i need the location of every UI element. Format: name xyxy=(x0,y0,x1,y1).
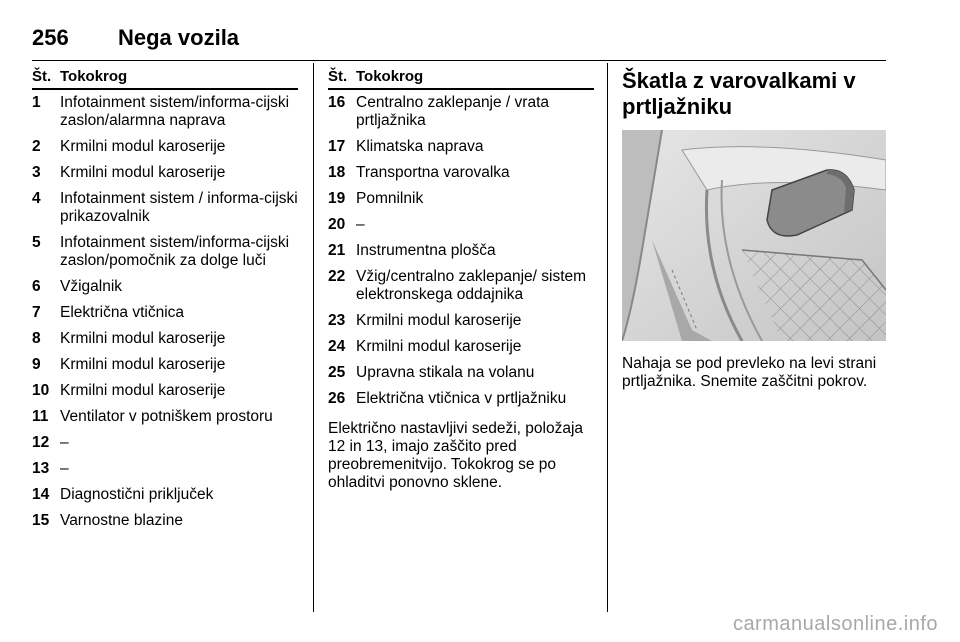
fuse-circuit: – xyxy=(60,460,69,477)
fuse-circuit: Krmilni modul karoserije xyxy=(60,382,226,399)
fuse-number: 15 xyxy=(32,512,50,529)
fuse-number: 6 xyxy=(32,278,41,295)
fuse-number: 25 xyxy=(328,364,346,381)
section-title: Škatla z varovalkami v prtljažniku xyxy=(622,68,856,119)
fuse-circuit: Vžig/centralno zaklepanje/ sistem elektronskega oddajnika xyxy=(356,268,587,303)
fuse-number: 4 xyxy=(32,190,41,207)
header-num: Št. xyxy=(32,68,52,85)
header-circuit: Tokokrog xyxy=(60,68,128,85)
fuse-number: 9 xyxy=(32,356,41,373)
fuse-row xyxy=(32,356,298,382)
fuse-circuit: Krmilni modul karoserije xyxy=(60,164,226,181)
fuse-circuit: Centralno zaklepanje / vrata prtljažnika xyxy=(356,94,550,129)
fuse-circuit: Krmilni modul karoserije xyxy=(60,356,226,373)
fuse-table-header xyxy=(32,66,298,90)
fuse-row xyxy=(328,268,594,312)
fuse-row xyxy=(328,364,594,390)
fuse-row xyxy=(328,390,594,416)
fuse-row xyxy=(328,312,594,338)
fuse-row xyxy=(32,512,298,538)
fuse-circuit: Električna vtičnica v prtljažniku xyxy=(356,390,567,407)
column-divider-2 xyxy=(607,63,608,612)
fuse-circuit: Krmilni modul karoserije xyxy=(356,338,522,355)
column-divider-1 xyxy=(313,63,314,612)
fuse-circuit: Klimatska naprava xyxy=(356,138,484,155)
column-middle xyxy=(328,66,594,492)
fuse-circuit: Vžigalnik xyxy=(60,278,123,295)
fuse-row xyxy=(32,164,298,190)
fuse-number: 23 xyxy=(328,312,346,329)
fuse-circuit: Infotainment sistem / informa-cijski prikazovalnik xyxy=(60,190,298,225)
fuse-row xyxy=(32,330,298,356)
fuse-circuit: Varnostne blazine xyxy=(60,512,183,529)
fuse-number: 20 xyxy=(328,216,346,233)
fuse-number: 8 xyxy=(32,330,41,347)
fuse-number: 21 xyxy=(328,242,346,259)
fuse-number: 1 xyxy=(32,94,41,111)
fuse-number: 26 xyxy=(328,390,346,407)
fuse-circuit: Električna vtičnica xyxy=(60,304,185,321)
fuse-number: 19 xyxy=(328,190,346,207)
fuse-row xyxy=(32,304,298,330)
fuse-number: 5 xyxy=(32,234,41,251)
fuse-row xyxy=(328,94,594,138)
fuse-number: 7 xyxy=(32,304,41,321)
fuse-circuit: Infotainment sistem/informa-cijski zaslon/alarmna naprava xyxy=(60,94,290,129)
fuse-circuit: Krmilni modul karoserije xyxy=(356,312,522,329)
fuse-row xyxy=(32,234,298,278)
fuse-row xyxy=(328,164,594,190)
header-num: Št. xyxy=(328,68,348,85)
fuse-table-left xyxy=(32,94,298,538)
watermark: carmanualsonline.info xyxy=(732,613,938,635)
fuse-row xyxy=(328,242,594,268)
fuse-number: 16 xyxy=(328,94,346,111)
fuse-circuit: Diagnostični priključek xyxy=(60,486,214,503)
fuse-number: 11 xyxy=(32,408,49,425)
fuse-number: 22 xyxy=(328,268,346,285)
page-title: Nega vozila xyxy=(118,25,240,50)
fuse-row xyxy=(32,138,298,164)
page-number: 256 xyxy=(32,25,69,50)
fuse-row xyxy=(328,138,594,164)
fuse-row xyxy=(328,190,594,216)
fuse-number: 17 xyxy=(328,138,346,155)
fuse-table-right xyxy=(328,94,594,416)
fuse-circuit: – xyxy=(60,434,69,451)
fuse-row xyxy=(32,460,298,486)
fuse-circuit: Infotainment sistem/informa-cijski zaslon/pomočnik za dolge luči xyxy=(60,234,290,269)
fuse-number: 3 xyxy=(32,164,41,181)
fuse-circuit: Pomnilnik xyxy=(356,190,424,207)
fuse-circuit: Krmilni modul karoserije xyxy=(60,330,226,347)
fuse-row xyxy=(32,190,298,234)
header-circuit: Tokokrog xyxy=(356,68,424,85)
fuse-circuit: Krmilni modul karoserije xyxy=(60,138,226,155)
fuse-row xyxy=(32,278,298,304)
fuse-row xyxy=(32,94,298,138)
section-caption: Nahaja se pod prevleko na levi strani prtljažnika. Snemite zaščitni pokrov. xyxy=(622,355,877,390)
fuse-number: 2 xyxy=(32,138,41,155)
fuse-number: 13 xyxy=(32,460,50,477)
fuse-row xyxy=(32,408,298,434)
overload-note: Električno nastavljivi sedeži, položaja 12 in 13, imajo zaščito pred preobremenitvijo. Tokokrog se po ohladitvi ponovno sklene. xyxy=(328,420,584,491)
fuse-table-header xyxy=(328,66,594,90)
trunk-fuse-box-illustration xyxy=(622,130,886,341)
fuse-number: 24 xyxy=(328,338,346,355)
fuse-circuit: Transportna varovalka xyxy=(356,164,510,181)
fuse-circuit: – xyxy=(356,216,365,233)
fuse-row xyxy=(32,486,298,512)
fuse-circuit: Upravna stikala na volanu xyxy=(356,364,535,381)
fuse-number: 18 xyxy=(328,164,346,181)
fuse-circuit: Ventilator v potniškem prostoru xyxy=(60,408,273,425)
fuse-row xyxy=(328,338,594,364)
fuse-row xyxy=(32,434,298,460)
fuse-row xyxy=(328,216,594,242)
fuse-circuit: Instrumentna plošča xyxy=(356,242,496,259)
fuse-row xyxy=(32,382,298,408)
column-right xyxy=(622,66,886,391)
column-left xyxy=(32,66,298,538)
fuse-number: 12 xyxy=(32,434,50,451)
fuse-number: 10 xyxy=(32,382,50,399)
trunk-illustration-svg xyxy=(622,130,886,341)
fuse-number: 14 xyxy=(32,486,50,503)
page-header xyxy=(32,20,886,61)
